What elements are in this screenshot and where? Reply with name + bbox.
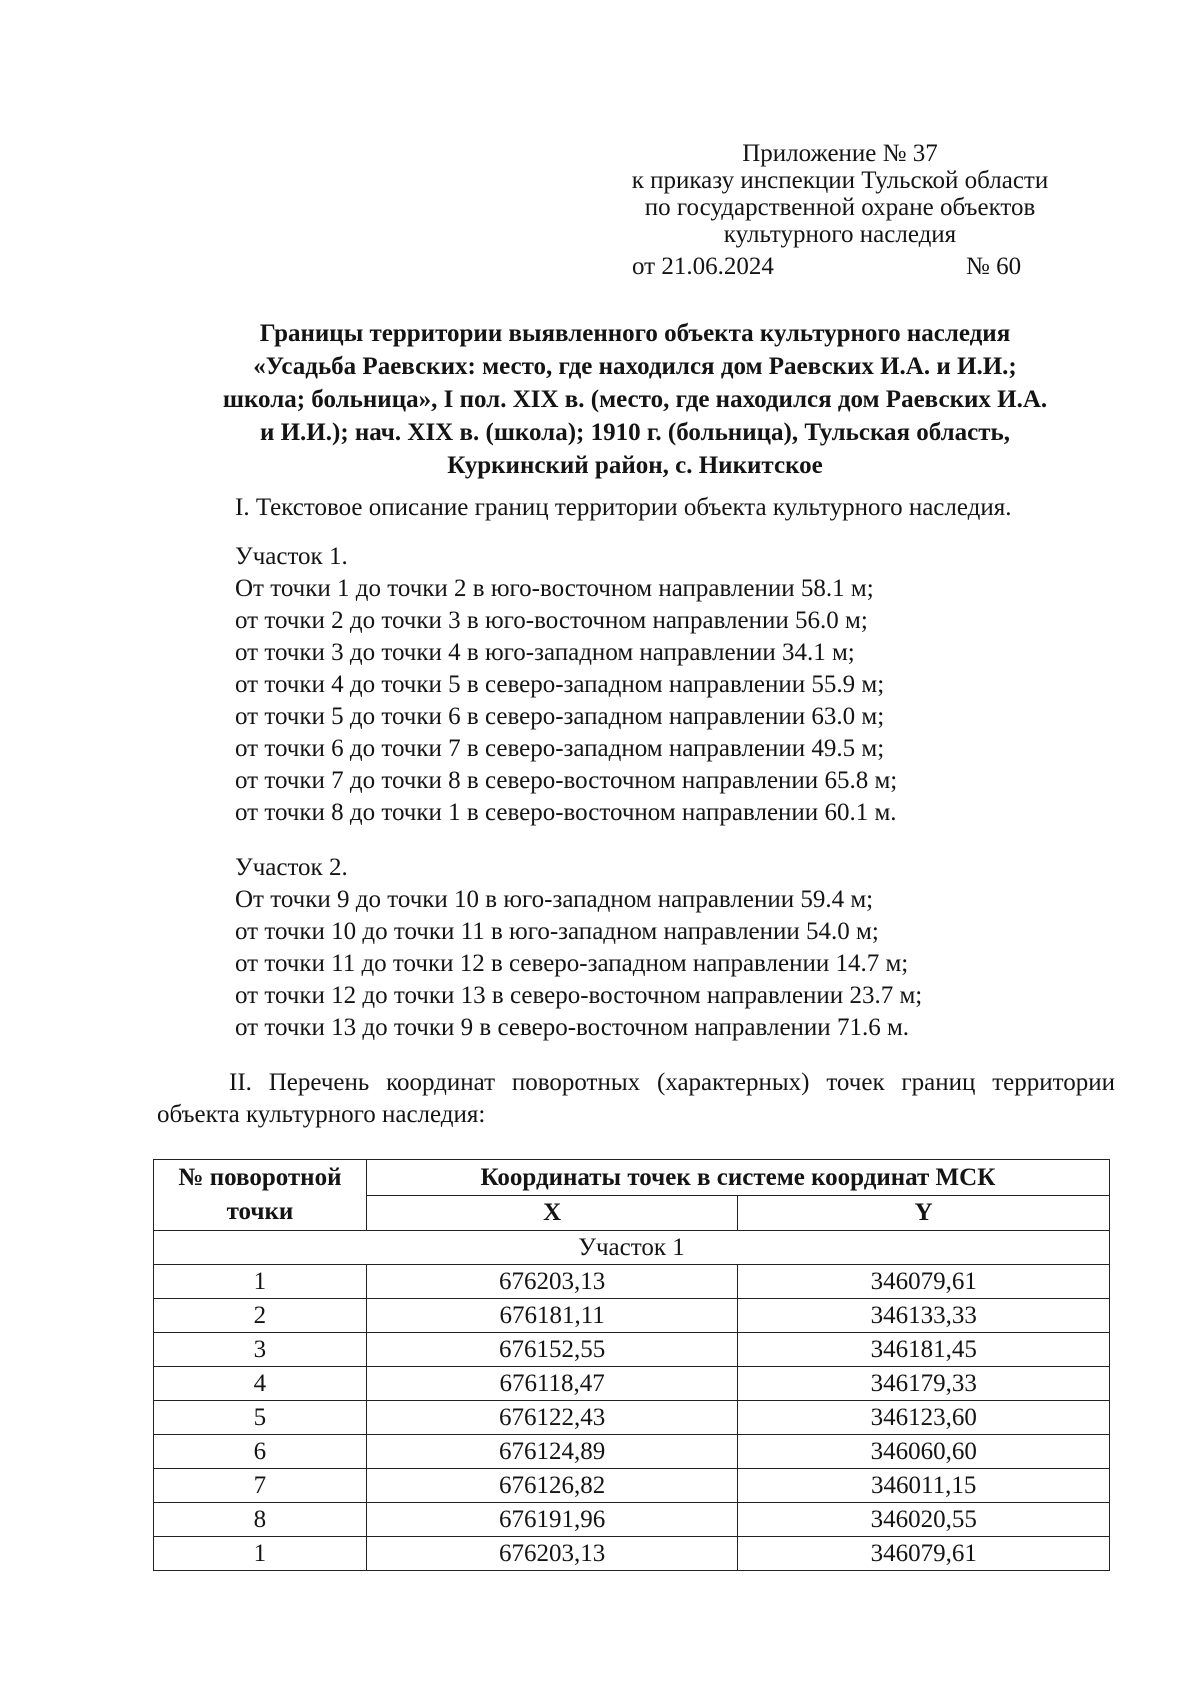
plot1-heading: Участок 1. — [235, 543, 348, 570]
title-line: и И.И.); нач. XIX в. (школа); 1910 г. (больница), Тульская область, — [259, 419, 1011, 446]
cell-y: 346181,45 — [738, 1333, 1110, 1367]
cell-point: 1 — [154, 1537, 367, 1571]
table-row — [154, 1299, 1110, 1333]
plot1-description — [235, 541, 897, 829]
table-row — [154, 1503, 1110, 1537]
plot2-heading: Участок 2. — [235, 854, 348, 881]
cell-x: 676203,13 — [366, 1265, 738, 1299]
appendix-line: Приложение № 37 — [742, 140, 938, 167]
column-header-x: X — [366, 1195, 738, 1231]
cell-point: 1 — [154, 1265, 367, 1299]
appendix-line: культурного наследия — [723, 221, 957, 248]
cell-x: 676181,11 — [366, 1299, 738, 1333]
boundary-line: от точки 4 до точки 5 в северо-западном направлении 55.9 м; — [235, 671, 885, 698]
cell-x: 676122,43 — [366, 1401, 738, 1435]
cell-point: 4 — [154, 1367, 367, 1401]
column-header-coords: Координаты точек в системе координат МСК — [366, 1160, 1109, 1196]
title-line: «Усадьба Раевских: место, где находился дом Раевских И.А. и И.И.; — [253, 353, 1017, 380]
cell-y: 346079,61 — [738, 1537, 1110, 1571]
cell-point: 2 — [154, 1299, 367, 1333]
boundary-line: От точки 1 до точки 2 в юго-восточном направлении 58.1 м; — [235, 575, 874, 602]
document-title — [150, 317, 1120, 482]
boundary-line: от точки 10 до точки 11 в юго-западном направлении 54.0 м; — [235, 918, 879, 945]
appendix-line: по государственной охране объектов — [644, 194, 1036, 221]
cell-y: 346011,15 — [738, 1469, 1110, 1503]
coordinates-table — [153, 1159, 1110, 1571]
boundary-line: от точки 8 до точки 1 в северо-восточном направлении 60.1 м. — [235, 799, 897, 826]
cell-x: 676203,13 — [366, 1537, 738, 1571]
table-row — [154, 1265, 1110, 1299]
title-line: Границы территории выявленного объекта культурного наследия — [259, 320, 1011, 347]
boundary-line: от точки 7 до точки 8 в северо-восточном направлении 65.8 м; — [235, 767, 898, 794]
section1-heading: I. Текстовое описание границ территории объекта культурного наследия. — [235, 494, 1012, 521]
cell-x: 676118,47 — [366, 1367, 738, 1401]
table-row — [154, 1367, 1110, 1401]
table-row — [154, 1469, 1110, 1503]
title-line: Куркинский район, с. Никитское — [447, 452, 823, 479]
cell-x: 676152,55 — [366, 1333, 738, 1367]
boundary-line: от точки 2 до точки 3 в юго-восточном направлении 56.0 м; — [235, 607, 868, 634]
section2-heading: II. Перечень координат поворотных (характерных) точек границ территории объекта культурного наследия: — [157, 1069, 1115, 1128]
plot2-description — [235, 852, 922, 1044]
boundary-line: от точки 3 до точки 4 в юго-западном направлении 34.1 м; — [235, 639, 855, 666]
cell-x: 676124,89 — [366, 1435, 738, 1469]
boundary-line: от точки 5 до точки 6 в северо-западном направлении 63.0 м; — [235, 703, 885, 730]
table-row — [154, 1537, 1110, 1571]
cell-y: 346079,61 — [738, 1265, 1110, 1299]
cell-point: 6 — [154, 1435, 367, 1469]
order-number: № 60 — [966, 253, 1022, 280]
appendix-line: к приказу инспекции Тульской области — [631, 167, 1049, 194]
column-header-y: Y — [738, 1195, 1110, 1231]
title-line: школа; больница», I пол. XIX в. (место, где находился дом Раевских И.А. — [222, 386, 1048, 413]
cell-y: 346020,55 — [738, 1503, 1110, 1537]
cell-point: 5 — [154, 1401, 367, 1435]
cell-y: 346133,33 — [738, 1299, 1110, 1333]
cell-y: 346123,60 — [738, 1401, 1110, 1435]
cell-x: 676191,96 — [366, 1503, 738, 1537]
appendix-header — [580, 140, 1100, 248]
cell-y: 346179,33 — [738, 1367, 1110, 1401]
cell-point: 3 — [154, 1333, 367, 1367]
cell-point: 8 — [154, 1503, 367, 1537]
cell-point: 7 — [154, 1469, 367, 1503]
boundary-line: от точки 6 до точки 7 в северо-западном направлении 49.5 м; — [235, 735, 885, 762]
cell-y: 346060,60 — [738, 1435, 1110, 1469]
boundary-line: От точки 9 до точки 10 в юго-западном направлении 59.4 м; — [235, 886, 874, 913]
boundary-line: от точки 12 до точки 13 в северо-восточном направлении 23.7 м; — [235, 982, 923, 1009]
table-row — [154, 1435, 1110, 1469]
boundary-line: от точки 13 до точки 9 в северо-восточном направлении 71.6 м. — [235, 1014, 910, 1041]
table-row — [154, 1333, 1110, 1367]
column-header-point: № поворотной точки — [154, 1160, 367, 1231]
boundary-line: от точки 11 до точки 12 в северо-западном направлении 14.7 м; — [235, 950, 909, 977]
table-row — [154, 1401, 1110, 1435]
cell-x: 676126,82 — [366, 1469, 738, 1503]
group-row-label: Участок 1 — [154, 1231, 1110, 1265]
order-date: от 21.06.2024 — [632, 253, 774, 280]
